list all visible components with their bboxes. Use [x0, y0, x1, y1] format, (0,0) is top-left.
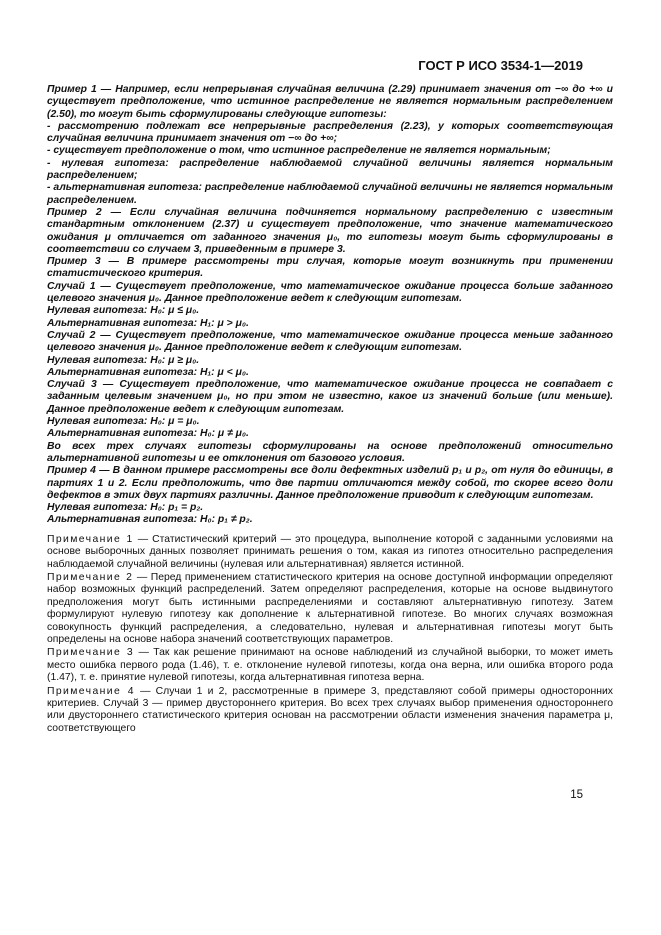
section-gap	[47, 527, 613, 533]
example-paragraph: - нулевая гипотеза: распределение наблюдаемой случайной величины является нормальным распределением;	[47, 157, 613, 182]
note-paragraph	[47, 647, 613, 684]
note-label: Примечание 1	[47, 533, 134, 545]
example-paragraph: Альтернативная гипотеза: H₀: p₁ ≠ p₂.	[47, 514, 253, 526]
example-paragraph: Пример 1 — Например, если непрерывная случайная величина (2.29) принимает значения от −∞ до +∞ и существует предположение, что истинное распределение не является нормальным распределением (2.50), то могут быть сформулированы следующие гипотезы:	[47, 84, 613, 120]
example-paragraph: Нулевая гипотеза: H₀: μ = μ₀.	[47, 416, 200, 428]
note-paragraph	[47, 572, 613, 646]
note-paragraph	[47, 534, 613, 571]
example-paragraph: Нулевая гипотеза: H₀: μ ≤ μ₀.	[47, 305, 200, 317]
note-label: Примечание 2	[47, 571, 134, 583]
example-paragraph: Альтернативная гипотеза: H₁: μ < μ₀.	[47, 366, 249, 378]
note-text: — Случаи 1 и 2, рассмотренные в примере 3, представляют собой примеры односторонних критериев. Случай 3 — пример двустороннего критерия. Во всех трех случаях выбор применения одностороннего или двустороннего статистического критерия основан на рассмотрении области изменения значения параметра μ, соответствующего	[47, 685, 613, 734]
note-label: Примечание 4	[47, 685, 135, 697]
example-paragraph: Альтернативная гипотеза: H₁: μ > μ₀.	[47, 317, 249, 329]
example-paragraph: Случай 1 — Существует предположение, что математическое ожидание процесса больше заданного целевого значения μ₀. Данное предположение ведет к следующим гипотезам.	[47, 280, 613, 305]
example-paragraph: Пример 3 — В примере рассмотрены три случая, которые могут возникнуть при применении статистического критерия.	[47, 256, 613, 280]
example-paragraph: - существует предположение о том, что истинное распределение не является нормальным;	[47, 145, 551, 157]
example-paragraph: Нулевая гипотеза: H₀: μ ≥ μ₀.	[47, 354, 200, 366]
example-paragraph: Пример 2 — Если случайная величина подчиняется нормальному распределению с известным стандартным отклонением (2.37) и существует предположение, что значение математического ожидания μ отличается от заданного значения μ₀, то гипотезы могут быть сформулированы в соответствии со случаем 3, приведенным в примере 3.	[47, 206, 613, 255]
document-code: ГОСТ Р ИСО 3534-1—2019	[418, 58, 583, 73]
note-label: Примечание 3	[47, 647, 135, 659]
note-text: — Перед применением статистического критерия на основе доступной информации определяют набор возможных функций распределений. Затем определяют распределения, которые на основе выдвинутого предположения могут быть истинными распределениями и составляют альтернативную гипотезу. Затем формулируют нулевую гипотезу как дополнение к альтернативной гипотезе. Во многих случаях возможная совокупность функций распределения, а следовательно, нулевая и альтернативная гипотезы могут быть определены на основе набора значений соответствующих параметров.	[47, 571, 614, 645]
note-paragraph	[47, 686, 613, 736]
example-paragraph: Нулевая гипотеза: H₀: p₁ = p₂.	[47, 502, 204, 514]
example-paragraph: Случай 2 — Существует предположение, что математическое ожидание процесса меньше заданного целевого значения μ₀. Данное предположение ведет к следующим гипотезам.	[47, 329, 613, 354]
note-text: — Статистический критерий — это процедура, выполнение которой с заданными условиями на основе выборочных данных позволяет принимать решения о том, какая из гипотез относительно распределения наблюдаемой случайной величины (нулевая или альтернативная) является истинной.	[47, 533, 613, 570]
example-paragraph: Во всех трех случаях гипотезы сформулированы на основе предположений относительно альтернативной гипотезы и ее отклонения от базового условия.	[47, 440, 613, 464]
example-paragraph: - рассмотрению подлежат все непрерывные распределения (2.23), у которых соответствующая случайная величина принимает значения от −∞ до +∞;	[47, 120, 613, 145]
example-paragraph: Случай 3 — Существует предположение, что математическое ожидание процесса не совпадает с заданным целевым значением μ₀, но при этом не известно, какое из значений больше (или меньше). Данное предположение ведет к следующим гипотезам.	[47, 379, 613, 415]
note-text: — Так как решение принимают на основе наблюдений из случайной выборки, то может иметь место ошибка первого рода (1.46), т. е. отклонение нулевой гипотезы, когда она верна, или ошибка второго рода (1.47), т. е. принятие нулевой гипотезы, когда альтернативная гипотеза верна.	[47, 647, 613, 684]
example-paragraph: - альтернативная гипотеза: распределение наблюдаемой случайной величины не является нормальным распределением.	[47, 182, 613, 206]
example-paragraph: Альтернативная гипотеза: H₀: μ ≠ μ₀.	[47, 428, 249, 440]
page-number: 15	[570, 789, 583, 801]
page-content	[47, 84, 613, 735]
example-paragraph: Пример 4 — В данном примере рассмотрены все доли дефектных изделий p₁ и p₂, от нуля до единицы, в партиях 1 и 2. Если предположить, что две партии отличаются между собой, то скорее всего доли дефектов в этих двух партиях различны. Данное предположение приводит к следующим гипотезам.	[47, 465, 613, 501]
